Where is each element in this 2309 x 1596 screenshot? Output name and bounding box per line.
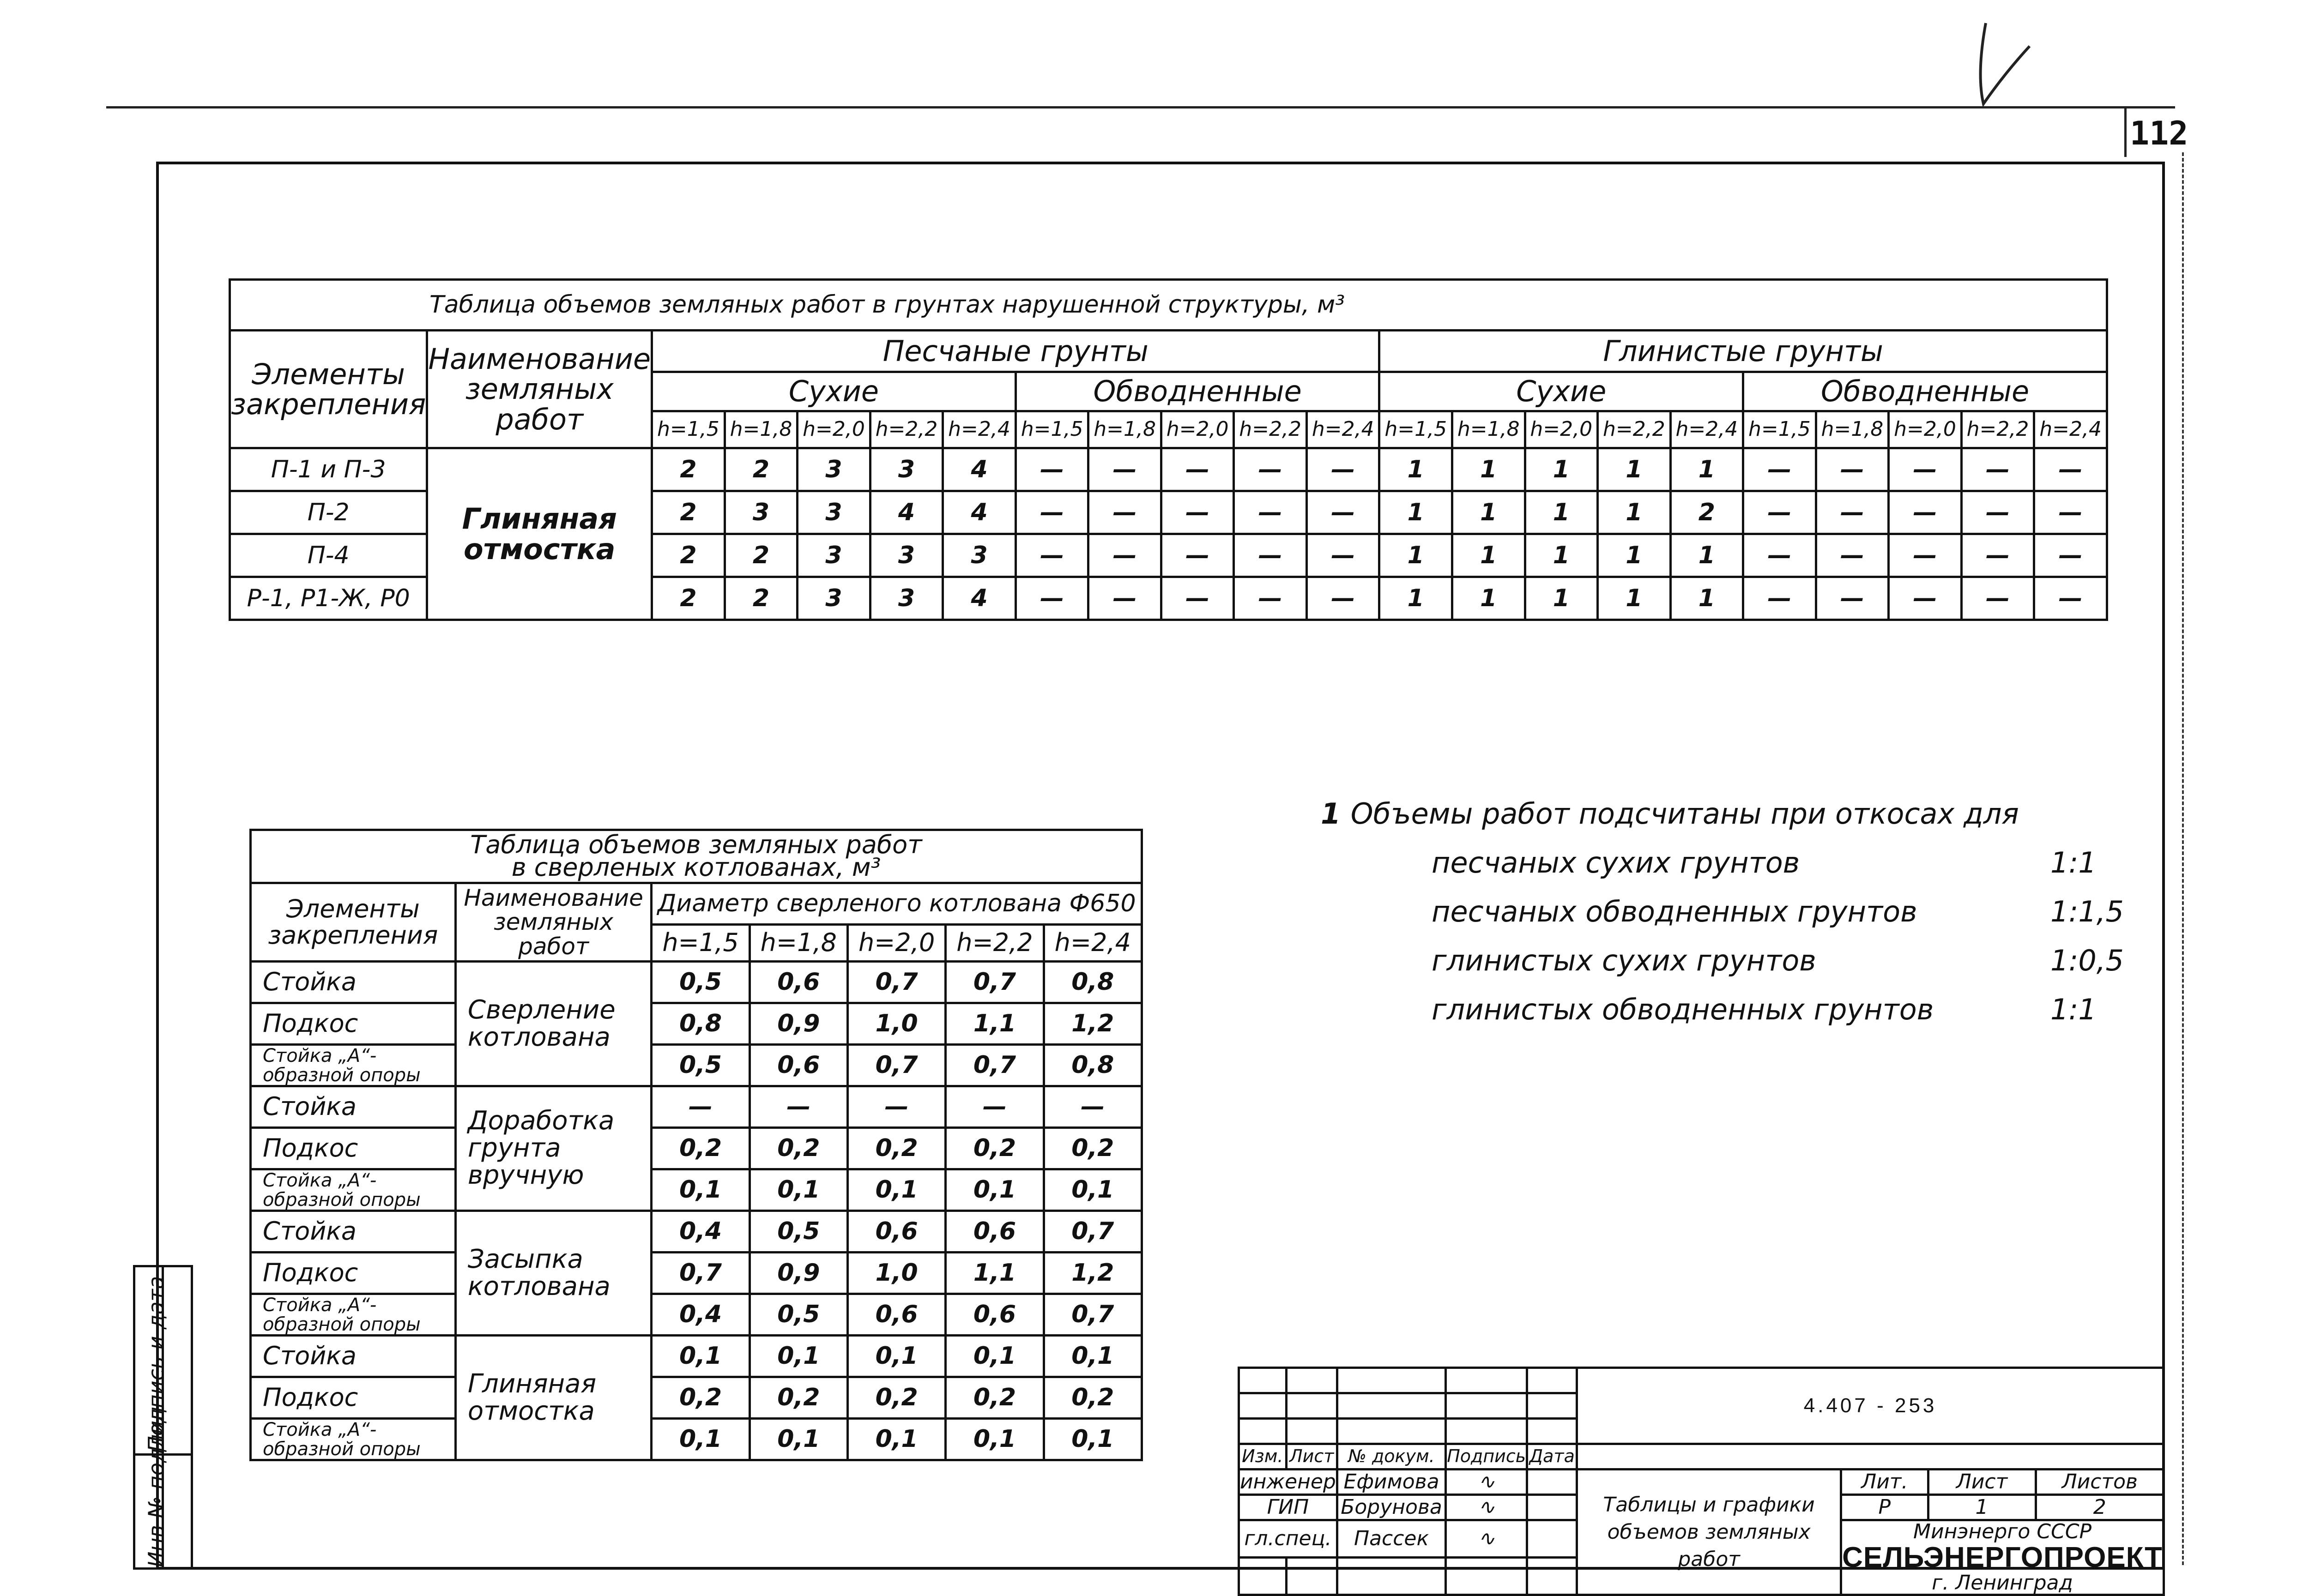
table-cell: 1 — [1670, 534, 1743, 577]
table-cell: — — [2034, 491, 2107, 534]
column-header: Изм. — [1239, 1444, 1287, 1470]
table-cell: — — [1743, 491, 1816, 534]
table-cell: 2 — [725, 448, 798, 491]
table-cell: — — [1234, 448, 1307, 491]
column-header: Подпись — [1446, 1444, 1527, 1470]
table-cell: 0,7 — [1044, 1211, 1142, 1253]
table-cell: 0,1 — [750, 1336, 847, 1377]
table-cell: 3 — [870, 577, 943, 620]
table-cell: — — [1234, 491, 1307, 534]
notes-intro: 1 Объемы работ подсчитаны при откосах для — [1321, 797, 2019, 831]
table-cell: 0,8 — [1044, 1045, 1142, 1086]
row-element: П-4 — [230, 534, 427, 577]
table-cell: — — [1044, 1086, 1142, 1128]
staff-role: гл.спец. — [1239, 1520, 1337, 1558]
table-cell: 1 — [1525, 491, 1598, 534]
row-element: Р-1, Р1-Ж, Р0 — [230, 577, 427, 620]
table-cell: — — [1234, 534, 1307, 577]
height-header: h=2,4 — [1306, 411, 1379, 448]
height-header: h=1,8 — [1816, 411, 1889, 448]
table-cell: 0,1 — [946, 1169, 1044, 1211]
table-cell: — — [1889, 577, 1962, 620]
table2-title-line2: в сверленых котлованах, м³ — [511, 853, 881, 882]
table-cell: 2 — [652, 534, 725, 577]
diameter-header: Диаметр сверленого котлована Ф650 — [652, 883, 1142, 925]
row-element: П-1 и П-3 — [230, 448, 427, 491]
table-cell: — — [1015, 577, 1088, 620]
table-row — [251, 1086, 1142, 1128]
note-text: глинистых обводненных грунтов — [1432, 993, 1934, 1026]
table-cell: 1,2 — [1044, 1253, 1142, 1294]
table-cell: 0,2 — [652, 1128, 750, 1169]
table-cell: 0,1 — [847, 1419, 945, 1460]
table-cell: — — [1816, 577, 1889, 620]
height-header: h=2,2 — [946, 925, 1044, 962]
table-cell: 0,6 — [946, 1211, 1044, 1253]
column-header: № докум. — [1337, 1444, 1445, 1470]
staff-role: ГИП — [1239, 1495, 1337, 1520]
table1-title: Таблица объемов земляных работ в грунтах нарушенной структуры, м³ — [230, 280, 2107, 331]
table-cell: 0,2 — [946, 1128, 1044, 1169]
table-cell: 1 — [1525, 448, 1598, 491]
staff-role: инженер — [1239, 1470, 1337, 1495]
document-code: 4.407 - 253 — [1577, 1368, 2164, 1444]
column-header: Лист — [1286, 1444, 1337, 1470]
table-row — [251, 1128, 1142, 1169]
table-cell: 0,1 — [1044, 1336, 1142, 1377]
table1-workname-header: Наименование земляных работ — [427, 331, 652, 448]
table-cell: 1 — [1379, 577, 1452, 620]
staff-name: Ефимова — [1337, 1470, 1445, 1495]
table-cell: 0,1 — [847, 1336, 945, 1377]
table-cell: 1,1 — [946, 1253, 1044, 1294]
height-header: h=1,5 — [652, 411, 725, 448]
work-name: Засыпка котлована — [455, 1211, 652, 1336]
title-block — [1238, 1367, 2165, 1596]
inv-number-label: Инв № подлин — [144, 1406, 169, 1567]
table-cell: — — [1234, 577, 1307, 620]
table-cell: 0,1 — [652, 1419, 750, 1460]
note-ratio: 1:1,5 — [2050, 895, 2124, 928]
table-cell: — — [1306, 448, 1379, 491]
table-cell: 3 — [798, 534, 870, 577]
table-cell: 1 — [1379, 534, 1452, 577]
table-cell: — — [1088, 577, 1161, 620]
height-header: h=2,4 — [1044, 925, 1142, 962]
table-cell: 0,1 — [946, 1336, 1044, 1377]
height-header: h=1,5 — [652, 925, 750, 962]
table-cell: 0,1 — [652, 1169, 750, 1211]
table-cell: 0,1 — [750, 1419, 847, 1460]
row-element: Подкос — [251, 1128, 456, 1169]
table-cell: 2 — [1670, 491, 1743, 534]
lit-value: Р — [1841, 1495, 1928, 1520]
table-cell: 4 — [870, 491, 943, 534]
ministry-name: Минэнерго СССР — [1913, 1520, 2091, 1543]
table-cell: 4 — [943, 577, 1016, 620]
table-row — [251, 1336, 1142, 1377]
table-cell: 0,7 — [946, 962, 1044, 1003]
table-cell: 1 — [1452, 491, 1525, 534]
row-element: Подкос — [251, 1377, 456, 1419]
table-cell: 0,7 — [1044, 1294, 1142, 1336]
table-cell: 3 — [798, 491, 870, 534]
height-header: h=2,2 — [1598, 411, 1671, 448]
table-cell: — — [1743, 534, 1816, 577]
table-cell: 0,8 — [652, 1003, 750, 1045]
signature-icon: ∿ — [1446, 1495, 1527, 1520]
table1-elements-header: Элементы закрепления — [230, 331, 427, 448]
height-header: h=2,0 — [847, 925, 945, 962]
table-cell: 3 — [798, 577, 870, 620]
table-cell: 1 — [1670, 448, 1743, 491]
organization-cell — [1841, 1520, 2164, 1595]
table-row — [251, 962, 1142, 1003]
row-element: Подкос — [251, 1003, 456, 1045]
table-cell: 0,6 — [946, 1294, 1044, 1336]
table-row — [251, 1377, 1142, 1419]
row-element: П-2 — [230, 491, 427, 534]
table-cell: 0,4 — [652, 1294, 750, 1336]
row-element: Стойка „А“-образной опоры — [251, 1294, 456, 1336]
table-cell: 1 — [1525, 577, 1598, 620]
table-cell: 1 — [1452, 577, 1525, 620]
table-cell: 0,2 — [847, 1377, 945, 1419]
table-cell: 1,0 — [847, 1003, 945, 1045]
table-cell: 0,1 — [1044, 1169, 1142, 1211]
sign-date-label: Подпись и дата — [144, 1276, 169, 1452]
row-element: Стойка — [251, 1211, 456, 1253]
city-name: г. Ленинград — [1932, 1571, 2073, 1595]
row-element: Стойка — [251, 1086, 456, 1128]
table-cell: 1 — [1670, 577, 1743, 620]
table-cell: — — [1889, 534, 1962, 577]
table-cell: 1 — [1379, 448, 1452, 491]
height-header: h=1,5 — [1743, 411, 1816, 448]
table-cell: 0,2 — [750, 1377, 847, 1419]
height-header: h=2,2 — [1961, 411, 2034, 448]
height-header: h=2,2 — [870, 411, 943, 448]
organization-name: СЕЛЬЭНЕРГОПРОЕКТ — [1842, 1542, 2163, 1574]
table-cell: 0,7 — [847, 1045, 945, 1086]
side-strip-divider — [162, 1265, 164, 1570]
height-header: h=1,5 — [1015, 411, 1088, 448]
height-header: h=2,0 — [1525, 411, 1598, 448]
note-text: песчаных сухих грунтов — [1432, 846, 1800, 879]
table2-workname-header: Наименование земляных работ — [455, 883, 652, 962]
table-cell: — — [1088, 491, 1161, 534]
table-cell: 3 — [943, 534, 1016, 577]
table-cell: 0,7 — [847, 962, 945, 1003]
height-header: h=2,4 — [2034, 411, 2107, 448]
table-cell: 0,7 — [946, 1045, 1044, 1086]
table-cell: — — [2034, 534, 2107, 577]
table-cell: — — [946, 1086, 1044, 1128]
row-element: Стойка — [251, 1336, 456, 1377]
height-header: h=1,5 — [1379, 411, 1452, 448]
height-header: h=1,8 — [725, 411, 798, 448]
soil-volume-table — [229, 278, 2108, 621]
sand-dry-header: Сухие — [652, 372, 1016, 411]
table-cell: — — [2034, 448, 2107, 491]
table-cell: 0,2 — [946, 1377, 1044, 1419]
row-element: Стойка „А“-образной опоры — [251, 1169, 456, 1211]
table1-work-name: Глиняная отмостка — [427, 448, 652, 620]
table-cell: 4 — [943, 448, 1016, 491]
table-cell: — — [1306, 577, 1379, 620]
sheets-value: 2 — [2036, 1495, 2164, 1520]
table-cell: — — [1743, 448, 1816, 491]
staff-name: Пассек — [1337, 1520, 1445, 1558]
sheet-label: Лист — [1928, 1470, 2036, 1495]
top-border-line — [106, 106, 2175, 108]
table-cell: 1,2 — [1044, 1003, 1142, 1045]
table-row — [251, 1045, 1142, 1086]
table-cell: 0,2 — [1044, 1128, 1142, 1169]
table-cell: 0,6 — [750, 1045, 847, 1086]
table-cell: 0,5 — [750, 1294, 847, 1336]
table-cell: — — [1816, 448, 1889, 491]
table-cell: — — [1161, 577, 1234, 620]
table-cell: 4 — [943, 491, 1016, 534]
table-cell: 1 — [1598, 448, 1671, 491]
table-cell: 0,8 — [1044, 962, 1142, 1003]
table-cell: 1,1 — [946, 1003, 1044, 1045]
table-cell: 3 — [725, 491, 798, 534]
table-cell: 2 — [652, 577, 725, 620]
table-cell: 3 — [798, 448, 870, 491]
table-cell: — — [1816, 491, 1889, 534]
table-cell: — — [1961, 491, 2034, 534]
table-cell: — — [1961, 577, 2034, 620]
sand-group-header: Песчаные грунты — [652, 331, 1379, 372]
table-row — [251, 1294, 1142, 1336]
note-item — [1432, 838, 2130, 887]
height-header: h=1,8 — [750, 925, 847, 962]
row-element: Стойка — [251, 962, 456, 1003]
table-row — [251, 1169, 1142, 1211]
table-row — [251, 1211, 1142, 1253]
clay-group-header: Глинистые грунты — [1379, 331, 2107, 372]
table-cell: — — [1161, 534, 1234, 577]
table-cell: 2 — [725, 577, 798, 620]
table-cell: — — [1306, 491, 1379, 534]
title-block-headers — [1239, 1444, 2164, 1470]
table-cell: 1 — [1452, 448, 1525, 491]
table-cell: 0,2 — [652, 1377, 750, 1419]
table-cell: 0,2 — [1044, 1377, 1142, 1419]
table-cell: — — [1743, 577, 1816, 620]
note-item — [1432, 887, 2130, 936]
sheets-label: Листов — [2036, 1470, 2164, 1495]
work-name: Глиняная отмостка — [455, 1336, 652, 1460]
table-cell: — — [1088, 448, 1161, 491]
table-cell: 0,7 — [652, 1253, 750, 1294]
table-cell: 0,6 — [847, 1294, 945, 1336]
note-ratio: 1:1 — [2050, 846, 2097, 879]
table-cell: 0,5 — [652, 1045, 750, 1086]
height-header: h=1,8 — [1088, 411, 1161, 448]
signature-icon: ∿ — [1446, 1470, 1527, 1495]
table-cell: 0,5 — [750, 1211, 847, 1253]
sheet-value: 1 — [1928, 1495, 2036, 1520]
table-cell: — — [1088, 534, 1161, 577]
table-row — [251, 1253, 1142, 1294]
table-cell: — — [1015, 448, 1088, 491]
table-cell: 0,1 — [1044, 1419, 1142, 1460]
table-cell: 3 — [870, 448, 943, 491]
table2-elements-header: Элементы закрепления — [251, 883, 456, 962]
table-cell: 0,2 — [750, 1128, 847, 1169]
height-header: h=2,0 — [1889, 411, 1962, 448]
table-cell: — — [847, 1086, 945, 1128]
table-cell: — — [1889, 448, 1962, 491]
sand-wet-header: Обводненные — [1015, 372, 1379, 411]
note-item — [1432, 985, 2130, 1034]
note-ratio: 1:1 — [2050, 993, 2097, 1026]
table-cell: 0,9 — [750, 1253, 847, 1294]
right-dashed-edge — [2182, 152, 2184, 1565]
notes-block — [1321, 789, 2124, 1034]
table-cell: 0,5 — [652, 962, 750, 1003]
table-cell: 1 — [1379, 491, 1452, 534]
signature-icon: ∿ — [1446, 1520, 1527, 1558]
table-cell: 1 — [1598, 534, 1671, 577]
table-cell: — — [750, 1086, 847, 1128]
clay-dry-header: Сухие — [1379, 372, 1743, 411]
table-cell: 1 — [1598, 577, 1671, 620]
table-cell: 1 — [1598, 491, 1671, 534]
row-element: Стойка „А“-образной опоры — [251, 1419, 456, 1460]
table-cell: 0,1 — [652, 1336, 750, 1377]
note-text: песчаных обводненных грунтов — [1432, 895, 1917, 928]
table-cell: 0,6 — [750, 962, 847, 1003]
table-cell: 1 — [1452, 534, 1525, 577]
table-cell: — — [2034, 577, 2107, 620]
table-cell: — — [1961, 448, 2034, 491]
table-cell: — — [1161, 448, 1234, 491]
table-row — [251, 1419, 1142, 1460]
document-title: Таблицы и графики объемов земляных работ — [1577, 1470, 1841, 1595]
table-cell: — — [1161, 491, 1234, 534]
lit-label: Лит. — [1841, 1470, 1928, 1495]
table-cell: 0,9 — [750, 1003, 847, 1045]
row-element: Подкос — [251, 1253, 456, 1294]
staff-name: Борунова — [1337, 1495, 1445, 1520]
table-cell: 3 — [870, 534, 943, 577]
note-text: глинистых сухих грунтов — [1432, 944, 1816, 977]
note-item — [1432, 936, 2130, 985]
table-cell: 0,4 — [652, 1211, 750, 1253]
note-ratio: 1:0,5 — [2050, 944, 2124, 977]
height-header: h=2,4 — [1670, 411, 1743, 448]
table-cell: 0,6 — [847, 1211, 945, 1253]
checkmark-icon — [1967, 18, 2032, 111]
height-header: h=2,4 — [943, 411, 1016, 448]
table-cell: 2 — [652, 448, 725, 491]
height-header: h=2,0 — [798, 411, 870, 448]
table-cell: — — [1015, 491, 1088, 534]
row-element: Стойка „А“-образной опоры — [251, 1045, 456, 1086]
height-header: h=2,0 — [1161, 411, 1234, 448]
work-name: Доработка грунта вручную — [455, 1086, 652, 1211]
table-cell: 1,0 — [847, 1253, 945, 1294]
table-cell: — — [652, 1086, 750, 1128]
height-header: h=2,2 — [1234, 411, 1307, 448]
table-row — [230, 448, 2107, 491]
table-cell: — — [1961, 534, 2034, 577]
table2-title-line1: Таблица объемов земляных работ — [470, 830, 922, 860]
table-cell: — — [1015, 534, 1088, 577]
work-name: Сверление котлована — [455, 962, 652, 1086]
table-cell: — — [1816, 534, 1889, 577]
table-cell: 0,1 — [847, 1169, 945, 1211]
height-header: h=1,8 — [1452, 411, 1525, 448]
table-cell: 2 — [652, 491, 725, 534]
table-cell: 0,1 — [750, 1169, 847, 1211]
table-row — [251, 1003, 1142, 1045]
clay-wet-header: Обводненные — [1743, 372, 2107, 411]
table-cell: 0,2 — [847, 1128, 945, 1169]
table2-title — [251, 830, 1142, 883]
drilled-pit-volume-table — [249, 829, 1143, 1461]
table-cell: 0,1 — [946, 1419, 1044, 1460]
column-header: Дата — [1527, 1444, 1577, 1470]
table-cell: 1 — [1525, 534, 1598, 577]
table-cell: — — [1889, 491, 1962, 534]
sheet-number: 112 — [2130, 114, 2188, 152]
table-cell: — — [1306, 534, 1379, 577]
table-cell: 2 — [725, 534, 798, 577]
